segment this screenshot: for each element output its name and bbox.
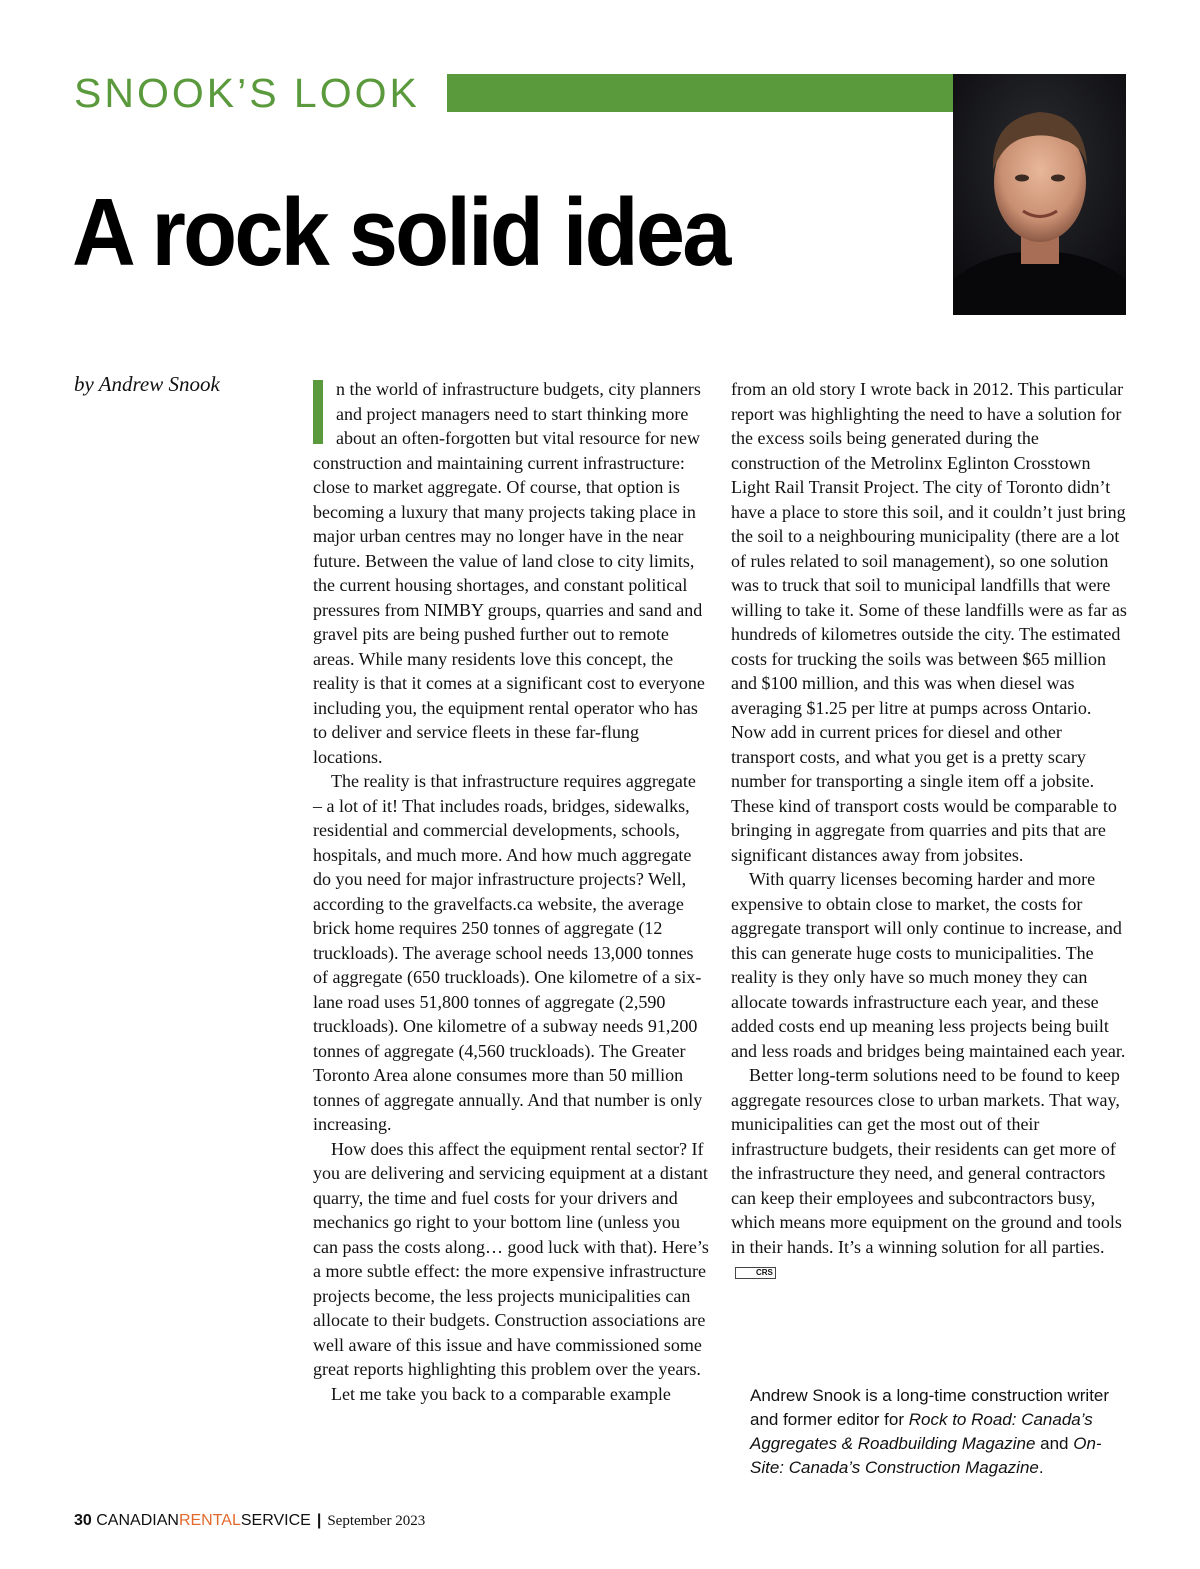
end-mark-logo: CRS — [735, 1267, 776, 1279]
footer-separator: | — [316, 1512, 322, 1529]
author-photo — [953, 74, 1126, 315]
article-column-left — [313, 377, 709, 1406]
issue-date: September 2023 — [327, 1513, 426, 1529]
article-column-right — [731, 377, 1128, 1284]
paragraph: The reality is that infrastructure requires aggregate – a lot of it! That includes roads, bridges, sidewalks, residential and commercial developments, schools, hospitals, and much more. And how much aggregate do you need for major infrastructure projects? Well, according to the gravelfacts.ca website, the average brick home requires 250 tonnes of aggregate (12 truckloads). The average school needs 13,000 tonnes of aggregate (650 truckloads). One kilometre of a six-lane road uses 51,800 tonnes of aggregate (2,590 truckloads). One kilometre of a subway needs 91,200 tonnes of aggregate (4,560 truckloads). The Greater Toronto Area alone consumes more than 50 million tonnes of aggregate annually. And that number is only increasing. — [313, 771, 703, 1134]
author-bio — [750, 1384, 1125, 1480]
page-number: 30 — [74, 1512, 92, 1529]
magazine-name-part: RENTAL — [178, 1512, 241, 1529]
paragraph-text: n the world of infrastructure budgets, city planners and project managers need to start thinking more about an often-forgotten but vital resource for new construction and maintaining current infrastructure: close to market aggregate. Of course, that option is becoming a luxury that many projects taking place in major urban centres may no longer have in the near future. Between the value of land close to city limits, the current housing shortages, and constant political pressures from NIMBY groups, quarries and sand and gravel pits are being pushed further out to remote areas. While many residents love this concept, the reality is that it comes at a significant cost to everyone including you, the equipment rental operator who has to deliver and service fleets in these far-flung locations. — [313, 379, 705, 767]
magazine-name: Rock to Road: Canada’s Aggregates & Roadbuilding Magazine — [750, 1410, 1093, 1453]
magazine-name-part: SERVICE — [240, 1512, 311, 1529]
byline: by Andrew Snook — [74, 372, 220, 396]
magazine-name: On-Site: Canada’s Construction Magazine — [750, 1434, 1102, 1477]
paragraph — [731, 1063, 1128, 1284]
paragraph: With quarry licenses becoming harder and more expensive to obtain close to market, the costs for aggregate transport will only continue to increase, and this can generate huge costs to municipalities. The reality is they only have so much money they can allocate towards infrastructure each year, and these added costs end up meaning less projects being built and less roads and bridges being maintained each year. — [731, 869, 1126, 1061]
kicker-bar — [447, 74, 953, 112]
section-kicker: SNOOK’S LOOK — [74, 70, 420, 116]
paragraph: Let me take you back to a comparable example — [331, 1383, 671, 1404]
drop-cap-bar — [313, 380, 323, 444]
paragraph: from an old story I wrote back in 2012. This particular report was highlighting the need to have a solution for the excess soils being generated during the construction of the Metrolinx Eglinton Crosstown Light Rail Transit Project. The city of Toronto didn’t have a place to store this soil, and it couldn’t just bring the soil to a neighbouring municipality (there are a lot of rules related to soil management), so one solution was to truck that soil to municipal landfills that were willing to take it. Some of these landfills were as far as hundreds of kilometres outside the city. The estimated costs for trucking the soils was between $65 million and $100 million, and this was when diesel was averaging $1.25 per litre at pumps across Ontario. Now add in current prices for diesel and other transport costs, and what you get is a pretty scary number for transporting a single item off a jobsite. These kind of transport costs would be comparable to bringing in aggregate from quarries and pits that are significant distances away from jobsites. — [731, 379, 1127, 865]
article-headline: A rock solid idea — [72, 179, 729, 286]
bio-text: . — [1038, 1458, 1044, 1477]
bio-text: and — [1035, 1434, 1074, 1453]
paragraph — [313, 377, 709, 769]
page-footer — [74, 1512, 425, 1530]
paragraph-text: Better long-term solutions need to be found to keep aggregate resources close to urban markets. That way, municipalities can get the most out of their infrastructure budgets, their residents can get more of the infrastructure they need, and general contractors can keep their employees and subcontractors busy, which means more equipment on the ground and tools in their hands. It’s a winning solution for all parties. — [731, 1065, 1122, 1257]
magazine-name-part: CANADIAN — [96, 1512, 179, 1529]
paragraph: How does this affect the equipment rental sector? If you are delivering and servicing equipment at a distant quarry, the time and fuel costs for your drivers and mechanics go right to your bottom line (unless you can pass the costs along… good luck with that). Here’s a more subtle effect: the more expensive infrastructure projects become, the less projects municipalities can allocate to their budgets. Construction associations are well aware of this issue and have commissioned some great reports highlighting this problem over the years. — [313, 1138, 709, 1379]
bio-text: Andrew Snook is a long-time construction writer and former editor for — [750, 1386, 1110, 1429]
